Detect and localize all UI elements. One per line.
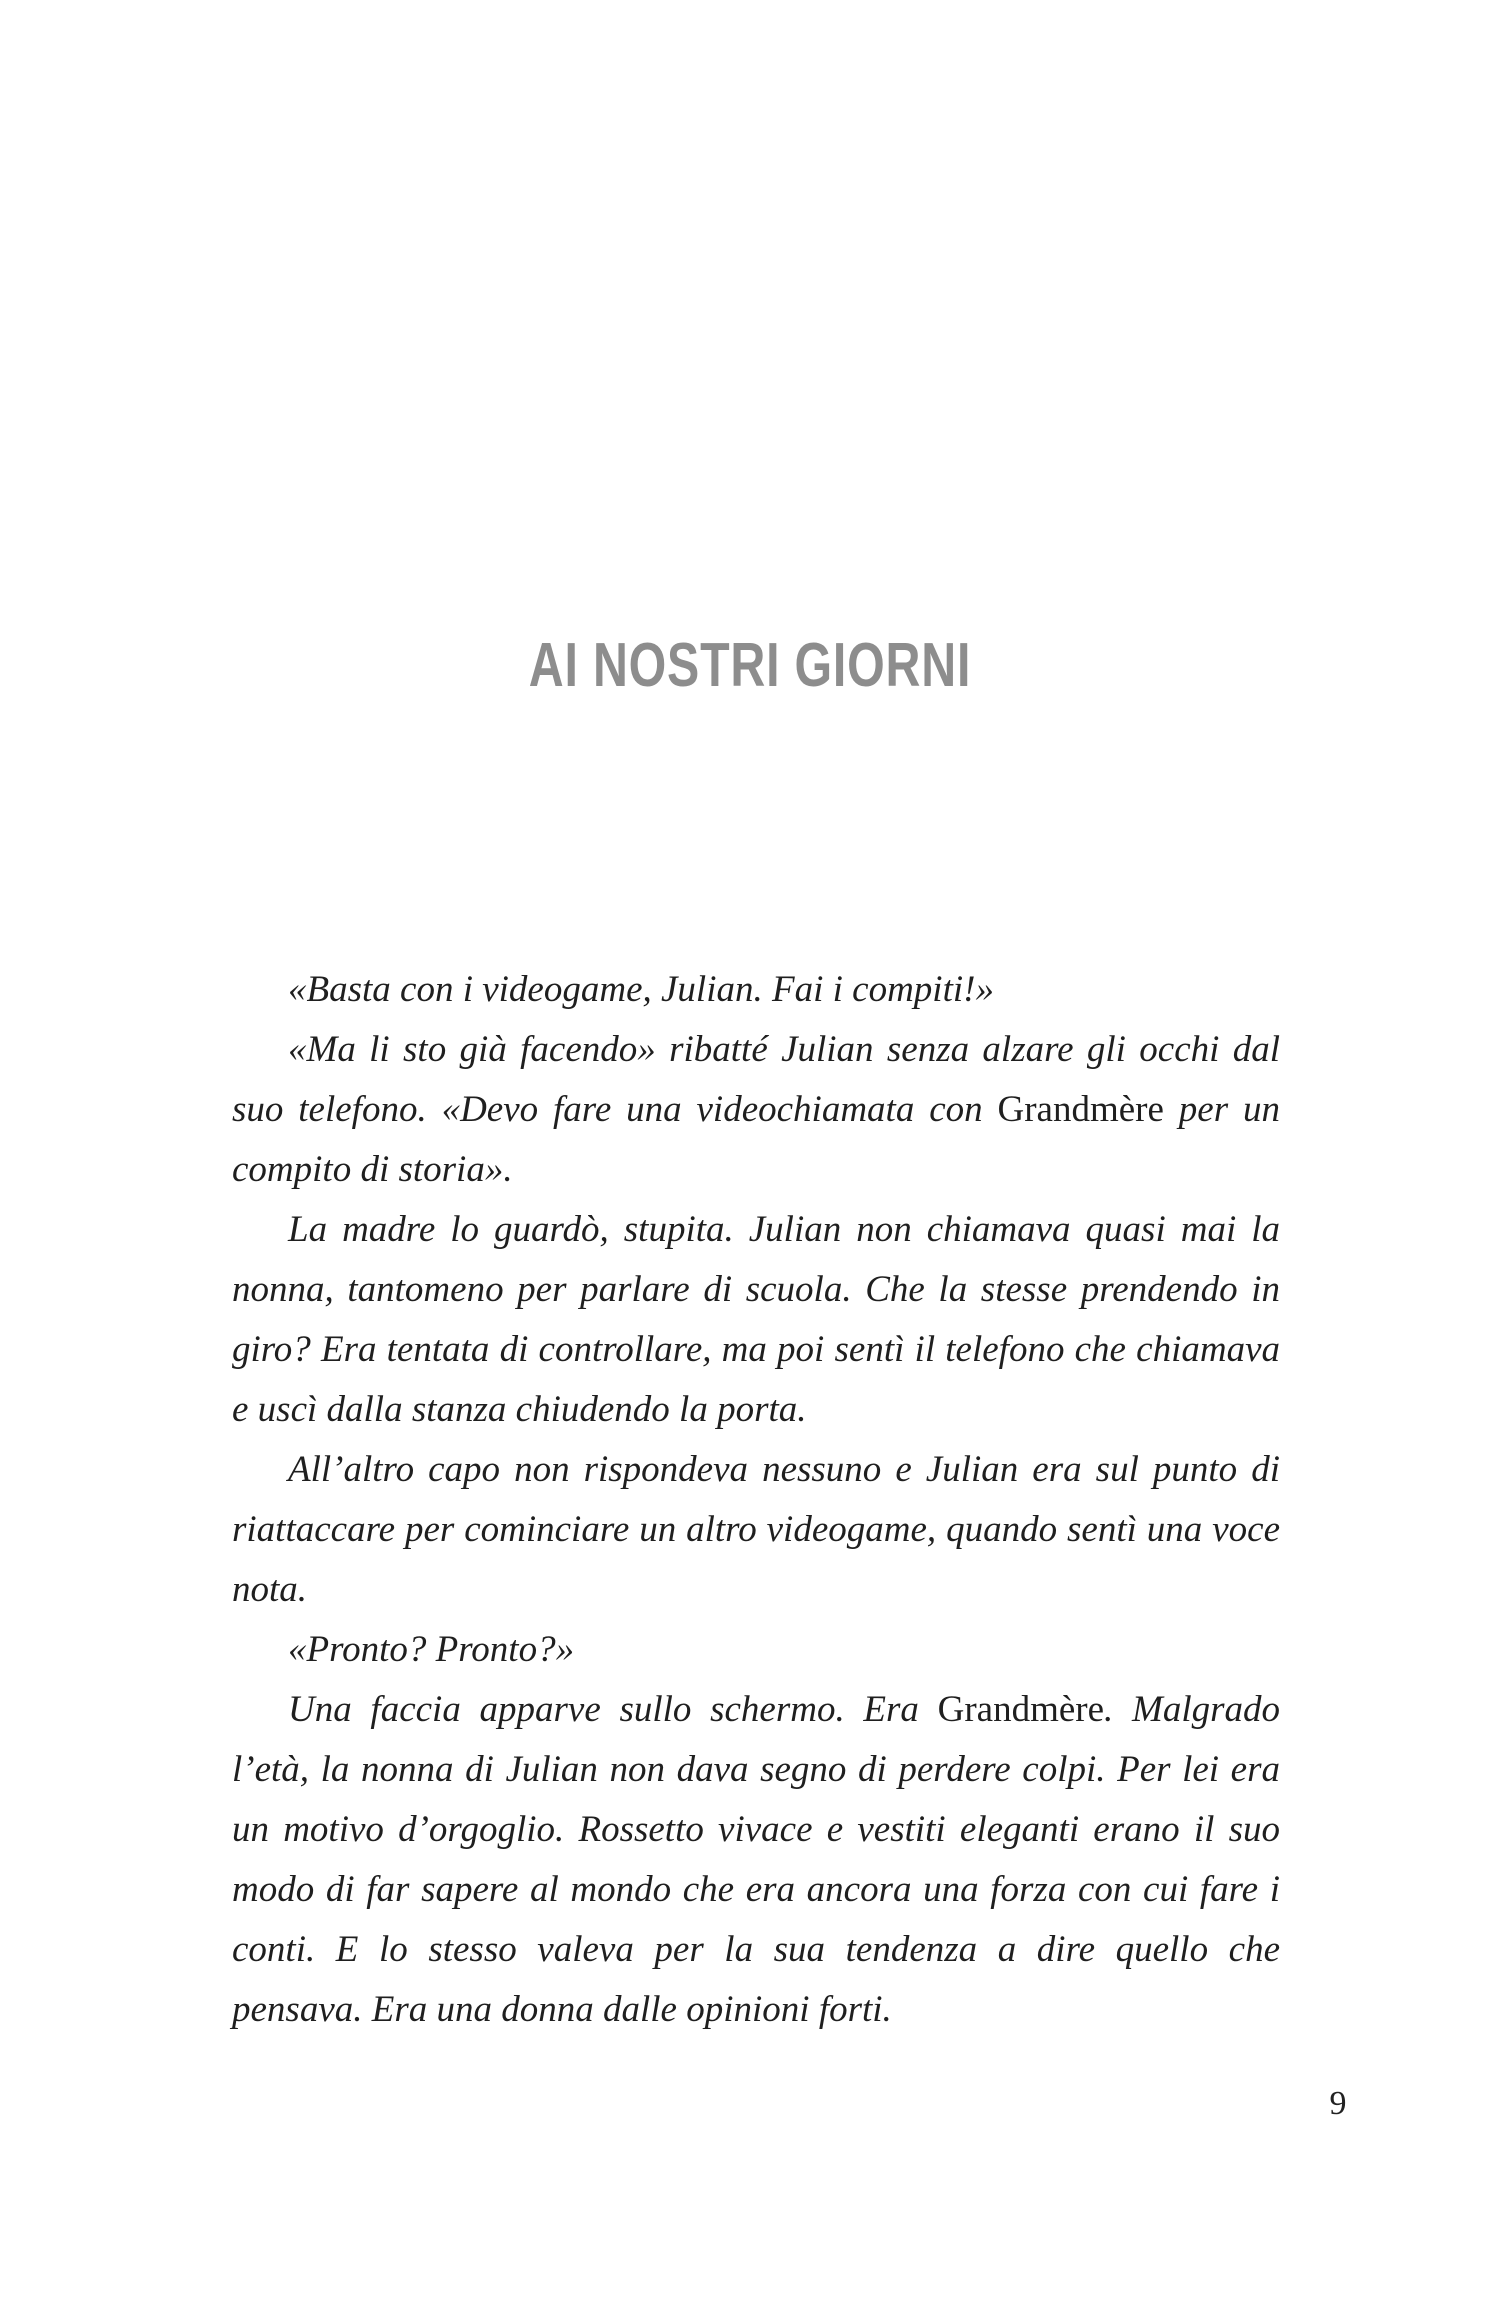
text-span: . Malgrado l’età, la nonna di Julian non dava segno di perdere colpi. Per lei era un motivo d’orgoglio. Rossetto vivace e vestiti eleganti erano il suo modo di far sapere al mondo che era ancora una forza con cui fare i conti. E lo stesso valeva per la sua tendenza a dire quello che pensava. Era una donna dalle opinioni forti. <box>232 1689 1280 2030</box>
paragraph <box>232 1020 1280 1200</box>
paragraph <box>232 1200 1280 1440</box>
text-span: Una faccia apparve sullo schermo. Era <box>288 1689 938 1730</box>
paragraph <box>232 960 1280 1020</box>
paragraph <box>232 1620 1280 1680</box>
chapter-title: AI NOSTRI GIORNI <box>528 631 972 700</box>
text-span: «Pronto? Pronto?» <box>288 1629 575 1670</box>
paragraph <box>232 1440 1280 1620</box>
text-span: «Ma li sto già facendo» ribatté Julian senza alzare gli occhi dal suo telefono. «Devo fare una videochiamata con <box>232 1029 1280 1130</box>
text-span: La madre lo guardò, stupita. Julian non chiamava quasi mai la nonna, tantomeno per parlare di scuola. Che la stesse prendendo in giro? Era tentata di controllare, ma poi sentì il telefono che chiamava e uscì dalla stanza chiudendo la porta. <box>232 1209 1280 1430</box>
page-number: 9 <box>1329 2085 1347 2122</box>
paragraph <box>232 1680 1280 2040</box>
text-span: «Basta con i videogame, Julian. Fai i compiti!» <box>288 969 994 1010</box>
text-span-roman: Grandmère <box>997 1089 1164 1130</box>
text-span-roman: Grandmère <box>937 1689 1105 1730</box>
text-span: All’altro capo non rispondeva nessuno e Julian era sul punto di riattaccare per cominciare un altro videogame, quando sentì una voce nota. <box>232 1449 1280 1610</box>
text-span: per un compito di storia». <box>232 1089 1280 1190</box>
body-text <box>232 960 1280 2040</box>
